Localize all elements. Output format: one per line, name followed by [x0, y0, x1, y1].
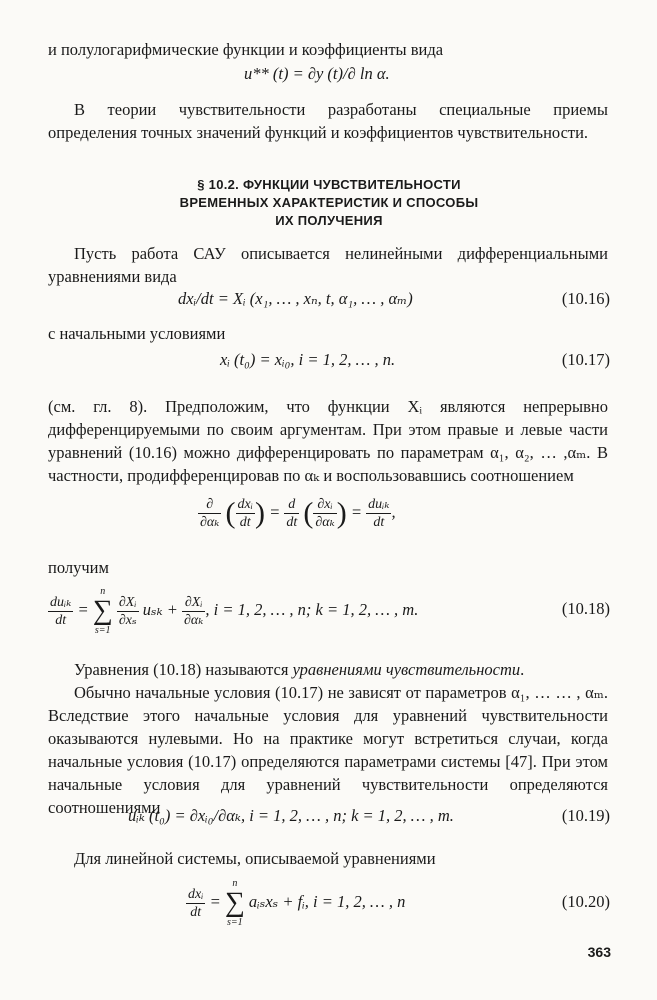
frac-d-dt: $\frac{d}{dt}$ [286, 497, 298, 530]
equation-10-16-number: (10.16) [561, 289, 610, 308]
equation-u2 [48, 64, 610, 90]
section-heading [48, 176, 610, 230]
equation-10-17 [48, 350, 610, 376]
intro-line: и полулогарифмические функции и коэффициенты вида [48, 40, 444, 59]
frac-dXi-dak: $\frac{\text{∂Xᵢ}}{\text{∂αₖ}}$ [184, 594, 204, 628]
paragraph-usually: Обычно начальные условия (10.17) не зависят от параметров α₁, … … , αₘ. Вследствие этого начальные условия для уравнений чувствительности оказываются нулевыми. Но на практике могут встретиться случаи, когда начальные условия (10.17) определяются параметрами системы [47]. При этом начальные условия для уравнений чувствительности определяются соотношениями [48, 683, 608, 817]
equation-10-20-numbering [48, 892, 610, 918]
equation-relation: $\frac{\partial}{\text{∂αₖ}}$ ( $\frac{\text{dxᵢ}}{dt}$ ) = $\frac{d}{dt}$ ( $\frac{\text{∂xᵢ}}{\text{∂αₖ}}$ ) = $\frac{\text{duᵢₖ}}{dt}$ , [200, 496, 396, 530]
equation-10-20: $\frac{\text{dxᵢ}}{dt}$ = n ∑ s=1 aᵢₛxₛ + fᵢ, i = 1, 2, … , n [188, 878, 406, 928]
summation-sign: n ∑ s=1 [92, 586, 113, 636]
frac-dxl-dt: $\frac{\text{dxᵢ}}{dt}$ [237, 497, 253, 530]
summation-sign-10-20: n ∑ s=1 [224, 878, 245, 928]
equation-10-17-body: xᵢ (t₀) = xᵢ₀, i = 1, 2, … , n. [220, 350, 396, 369]
frac-duik-dt: $\frac{\text{duᵢₖ}}{dt}$ [50, 594, 72, 628]
text-obtain: получим [48, 558, 109, 577]
paragraph-called: Уравнения (10.18) называются уравнениями чувствительности. [74, 660, 525, 679]
equation-10-17-number: (10.17) [561, 350, 610, 369]
equation-10-18-numbering [48, 599, 610, 625]
section-heading-line-3: ИХ ПОЛУЧЕНИЯ [275, 213, 383, 228]
term-sensitivity-equations: уравнениями чувствительности [292, 660, 521, 679]
equation-10-18: $\frac{\text{duᵢₖ}}{dt}$ = n ∑ s=1 $\frac{\text{∂Xᵢ}}{\text{∂xₛ}}$ uₛₖ + $\frac{\text{∂Xᵢ}}{\text{∂αₖ}}$ , i = 1, 2, … , n; k = 1, 2, … , m. [50, 586, 419, 636]
equation-10-19-number: (10.19) [561, 806, 610, 825]
equation-u2-text: u** (t) = ∂y (t)/∂ ln α. [244, 64, 390, 83]
frac-d-dak: $\frac{\partial}{\text{∂αₖ}}$ [200, 497, 220, 530]
equation-10-19 [48, 806, 610, 832]
equation-10-16 [48, 289, 610, 315]
section-heading-line-2: ВРЕМЕННЫХ ХАРАКТЕРИСТИК И СПОСОБЫ [179, 195, 479, 210]
text-initial-conditions: с начальными условиями [48, 324, 226, 343]
equation-10-18-number: (10.18) [561, 599, 610, 618]
frac-dxi-dt: $\frac{\text{dxᵢ}}{dt}$ [188, 886, 204, 920]
equation-10-19-body: uᵢₖ (t₀) = ∂xᵢ₀/∂αₖ, i = 1, 2, … , n; k = 1, 2, … , m. [128, 806, 454, 825]
frac-dXi-dxs: $\frac{\text{∂Xᵢ}}{\text{∂xₛ}}$ [118, 594, 137, 628]
frac-du-dt: $\frac{\text{duᵢₖ}}{dt}$ [368, 497, 390, 530]
page-number: 363 [587, 944, 611, 960]
frac-dxi-dak: $\frac{\text{∂xᵢ}}{\text{∂αₖ}}$ [315, 497, 335, 530]
section-heading-line-1: § 10.2. ФУНКЦИИ ЧУВСТВИТЕЛЬНОСТИ [197, 177, 461, 192]
paragraph-see-chapter: (см. гл. 8). Предположим, что функции Xᵢ являются непрерывно дифференцируемыми по своим аргументам. При этом правые и левые части уравнений (10.16) можно дифференцировать по параметрам α₁, α₂, … ,αₘ. В частности, продифференцировав по αₖ и воспользовавшись соотношением [48, 397, 608, 485]
paragraph-linear: Для линейной системы, описываемой уравнениями [74, 849, 436, 868]
equation-10-16-body: dxᵢ/dt = Xᵢ (x₁, … , xₙ, t, α₁, … , αₘ) [178, 289, 413, 308]
paragraph-theory: В теории чувствительности разработаны специальные приемы определения точных значений функций и коэффициентов чувствительности. [48, 100, 608, 142]
paragraph-sau: Пусть работа САУ описывается нелинейными дифференциальными уравнениями вида [48, 244, 608, 286]
equation-10-20-number: (10.20) [561, 892, 610, 911]
